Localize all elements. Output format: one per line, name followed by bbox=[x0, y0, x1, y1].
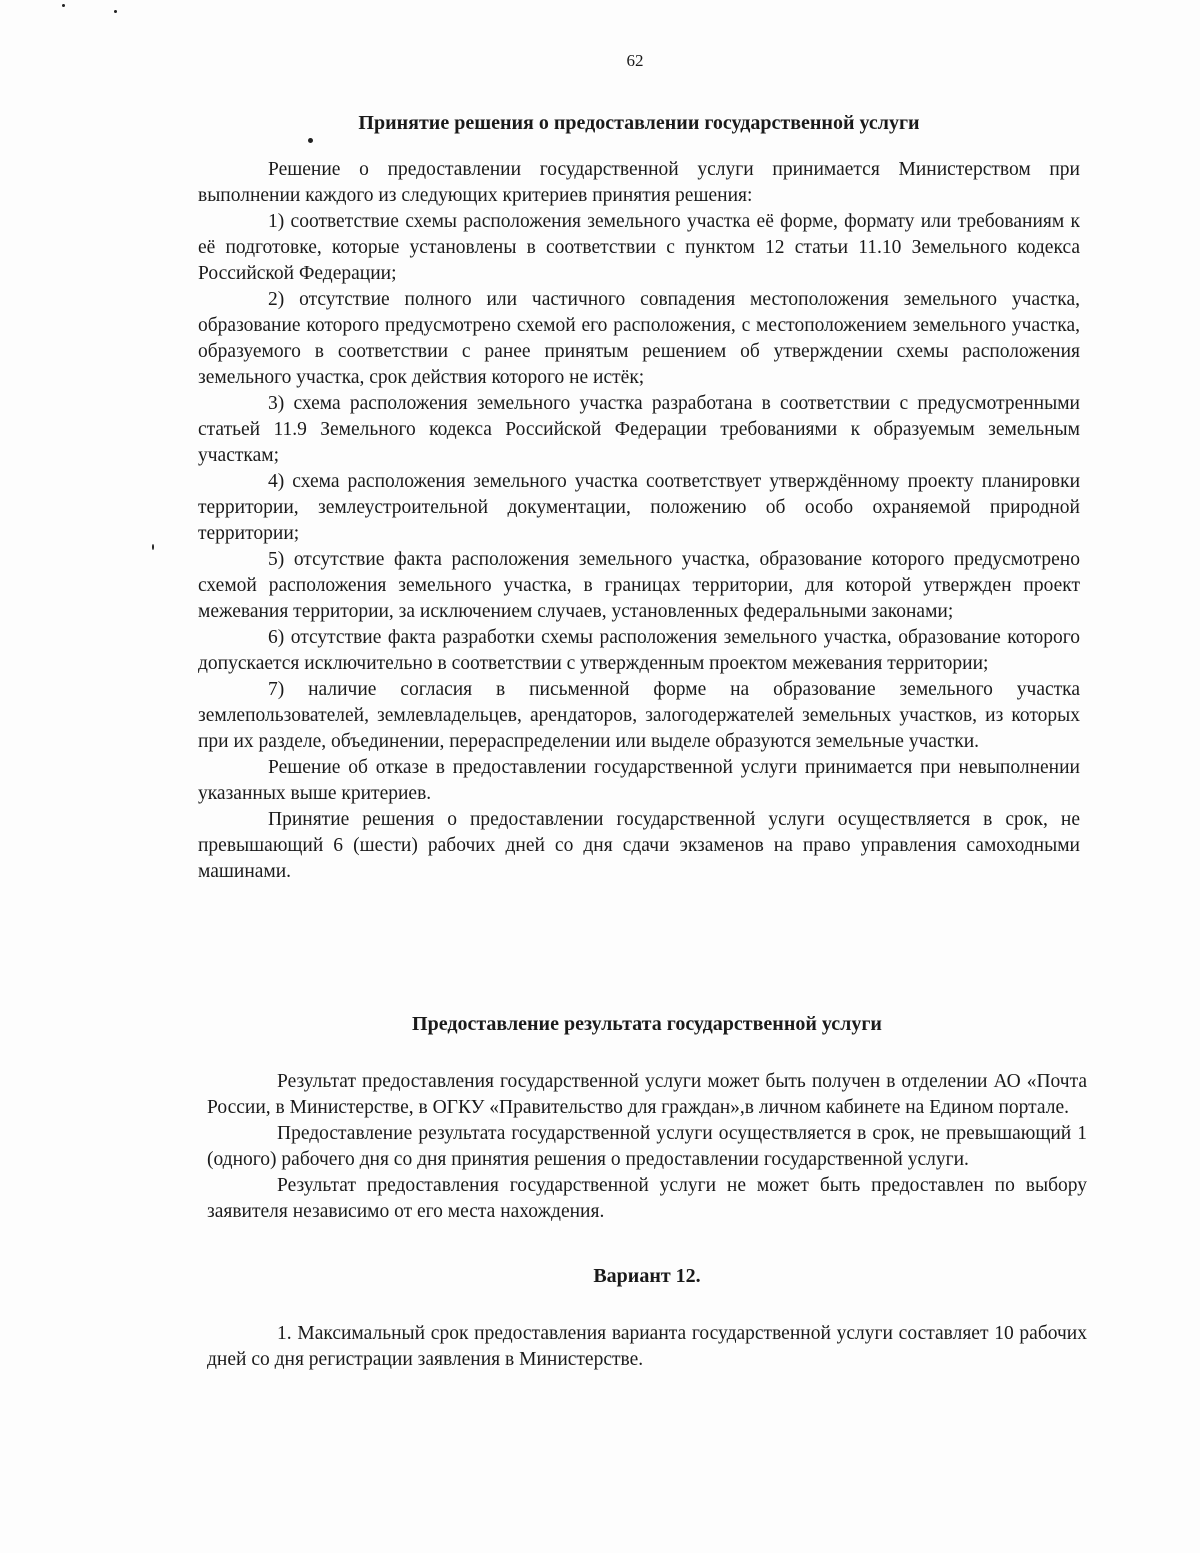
criterion-item: 6) отсутствие факта разработки схемы расположения земельного участка, образование которого допускается исключительно в соответствии с утвержденным проектом межевания территории; bbox=[198, 627, 1080, 674]
criterion-item: 5) отсутствие факта расположения земельного участка, образование которого предусмотрено схемой расположения земельного участка, в границах территории, для которой утвержден проект межевания территории, за исключением случаев, установленных федеральными законами; bbox=[198, 549, 1080, 622]
section-heading: Принятие решения о предоставлении государственной услуги bbox=[358, 112, 920, 134]
section-result bbox=[207, 1011, 1087, 1373]
paragraph: Принятие решения о предоставлении государственной услуги осуществляется в срок, не превышающий 6 (шести) рабочих дней со дня сдачи экзаменов на право управления самоходными машинами. bbox=[198, 809, 1080, 882]
criterion-item: 2) отсутствие полного или частичного совпадения местоположения земельного участка, образование которого предусмотрено схемой его расположения, с местоположением земельного участка, образуемого в соответствии с ранее принятым решением об утверждении схемы расположения земельного участка, срок действия которого не истёк; bbox=[198, 289, 1080, 388]
scan-speck bbox=[114, 10, 117, 13]
paragraph: Предоставление результата государственной услуги осуществляется в срок, не превышающий 1 (одного) рабочего дня со дня принятия решения о предоставлении государственной услуги. bbox=[207, 1123, 1087, 1170]
scan-speck bbox=[308, 138, 313, 143]
criterion-item: 1) соответствие схемы расположения земельного участка её форме, формату или требованиям к её подготовке, которые установлены в соответствии с пунктом 12 статьи 11.10 Земельного кодекса Российской Федерации; bbox=[198, 211, 1080, 284]
page-number: 62 bbox=[626, 51, 644, 70]
criterion-item: 3) схема расположения земельного участка разработана в соответствии с предусмотренными статьей 11.9 Земельного кодекса Российской Федерации требованиями к образуемым земельным участкам; bbox=[198, 393, 1080, 466]
scan-speck bbox=[152, 544, 154, 550]
section-decision bbox=[198, 110, 1080, 885]
scan-speck bbox=[62, 4, 65, 7]
paragraph: 1. Максимальный срок предоставления варианта государственной услуги составляет 10 рабочих дней со дня регистрации заявления в Министерстве. bbox=[207, 1323, 1087, 1370]
paragraph: Результат предоставления государственной услуги не может быть предоставлен по выбору заявителя независимо от его места нахождения. bbox=[207, 1175, 1087, 1222]
criterion-item: 7) наличие согласия в письменной форме на образование земельного участка землепользователей, землевладельцев, арендаторов, залогодержателей земельных участков, из которых при их разделе, объединении, перераспределении или выделе образуются земельные участки. bbox=[198, 679, 1080, 752]
section-heading: Предоставление результата государственной услуги bbox=[412, 1013, 882, 1035]
paragraph: Решение о предоставлении государственной услуги принимается Министерством при выполнении каждого из следующих критериев принятия решения: bbox=[198, 159, 1080, 206]
paragraph: Решение об отказе в предоставлении государственной услуги принимается при невыполнении указанных выше критериев. bbox=[198, 757, 1080, 804]
paragraph: Результат предоставления государственной услуги может быть получен в отделении АО «Почта России, в Министерстве, в ОГКУ «Правительство для граждан»,в личном кабинете на Едином портале. bbox=[207, 1071, 1087, 1118]
criterion-item: 4) схема расположения земельного участка соответствует утверждённому проекту планировки территории, землеустроительной документации, положению об особо охраняемой природной территории; bbox=[198, 471, 1080, 544]
variant-heading: Вариант 12. bbox=[593, 1265, 701, 1287]
